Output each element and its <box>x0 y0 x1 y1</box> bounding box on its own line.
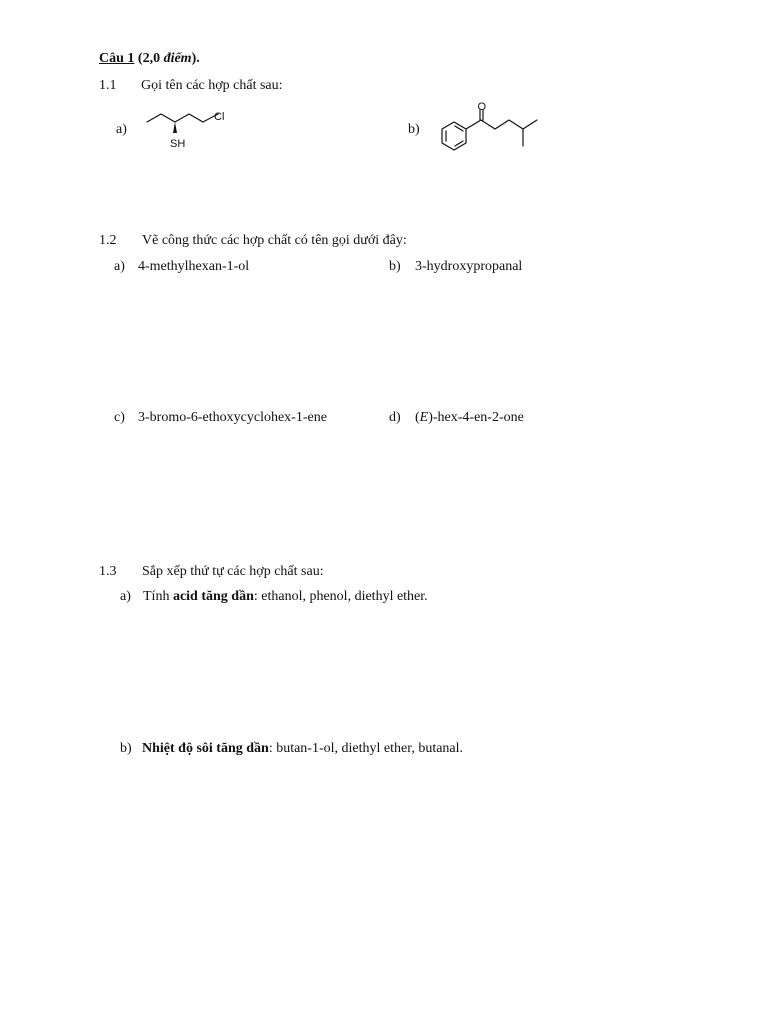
structure-b-label: b) <box>408 122 420 137</box>
item-1-2-d-prefix: ( <box>415 410 420 425</box>
structure-a-wedge-bond <box>173 122 177 133</box>
question-label: Câu 1 <box>99 51 135 66</box>
structure-a-atom-sh: SH <box>170 138 186 150</box>
item-1-2-d-name <box>415 410 524 426</box>
structure-b-chain <box>466 120 523 146</box>
question-points-open: (2,0 <box>134 51 164 66</box>
item-1-3-a-criterion: acid tăng dần <box>172 589 254 604</box>
question-points-unit: điểm <box>163 51 192 66</box>
item-1-2-b-name: 3-hydroxypropanal <box>415 259 523 274</box>
item-1-2-d-stereo: E <box>419 410 429 425</box>
section-1-1-instruction: Gọi tên các hợp chất sau: <box>141 78 283 93</box>
item-1-2-a-label: a) <box>114 259 125 274</box>
item-1-3-a-compounds: : ethanol, phenol, diethyl ether. <box>253 589 428 604</box>
structure-a-label: a) <box>116 122 127 137</box>
section-1-3-instruction: Sắp xếp thứ tự các hợp chất sau: <box>142 564 324 579</box>
item-1-2-c-name: 3-bromo-6-ethoxycyclohex-1-ene <box>138 410 327 425</box>
structure-a-atom-cl: Cl <box>214 111 225 123</box>
item-1-2-d-label: d) <box>389 410 401 425</box>
structure-a-chain <box>147 114 218 122</box>
item-1-3-a-text <box>143 589 428 605</box>
question-points-close: ). <box>191 51 200 66</box>
item-1-3-a-pre: Tính <box>143 589 173 604</box>
structure-b-drawing <box>438 100 548 160</box>
item-1-3-b-label: b) <box>120 741 132 756</box>
item-1-2-c-label: c) <box>114 410 125 425</box>
section-1-2-number: 1.2 <box>99 233 117 248</box>
item-1-2-d-suffix: )-hex-4-en-2-one <box>428 410 524 425</box>
item-1-2-a-name: 4-methylhexan-1-ol <box>138 259 250 274</box>
structure-a-drawing <box>140 106 240 156</box>
section-1-2-instruction: Vẽ công thức các hợp chất có tên gọi dưới đây: <box>142 233 407 248</box>
item-1-3-b-criterion: Nhiệt độ sôi tăng dần <box>142 741 269 756</box>
section-1-1-number: 1.1 <box>99 78 117 93</box>
structure-b-methyl-branch <box>523 120 537 129</box>
item-1-2-b-label: b) <box>389 259 401 274</box>
section-1-3-number: 1.3 <box>99 564 117 579</box>
item-1-3-b-text <box>142 741 463 757</box>
question-title <box>99 51 200 67</box>
item-1-3-b-compounds: : butan-1-ol, diethyl ether, butanal. <box>268 741 464 756</box>
structure-b-atom-o: O <box>477 101 487 113</box>
item-1-3-a-label: a) <box>120 589 131 604</box>
